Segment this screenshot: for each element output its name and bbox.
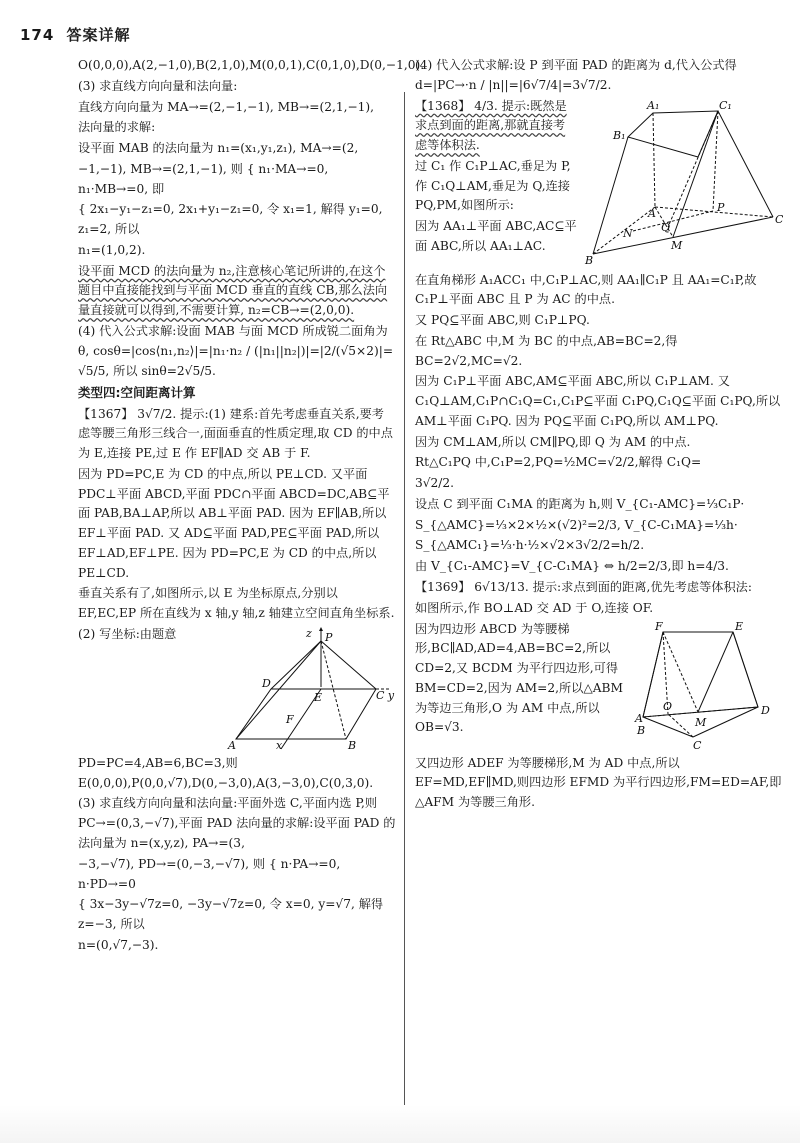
figure-label: C: [693, 738, 702, 752]
text-line: 直线方向向量为 MA→=(2,−1,−1), MB→=(2,1,−1),: [78, 99, 375, 114]
text-line: 如图所示,作 BO⊥AD 交 AD 于 O,连接 OF.: [415, 600, 654, 615]
text-line: { 2x₁−y₁−z₁=0, 2x₁+y₁−z₁=0, 令 x₁=1, 解得 y₁=0, z₁=2, 所以: [78, 202, 383, 237]
figure-label: C₁: [719, 98, 732, 112]
text-line: √5/5, 所以 sinθ=2√5/5.: [78, 364, 216, 379]
figure-label: z: [306, 626, 312, 640]
figure-label: E: [735, 621, 744, 633]
figure-label: A: [648, 206, 656, 220]
text-line: 因为 AA₁⊥平面 ABC,AC⊆平面 ABC,所以 AA₁⊥AC.: [415, 219, 577, 253]
text-line: 由 V_{C₁-AMC}=V_{C-C₁MA} ⇔ h/2=2/3,即 h=4/3.: [415, 559, 729, 574]
text-line: (3) 求直线方向向量和法向量:: [78, 78, 238, 93]
text-line: 又四边形 ADEF 为等腰梯形,M 为 AD 中点,所以 EF=MD,EF∥MD,则四边形 EFMD 为平行四边形,FM=ED=AF,即△AFM 为等腰三角形.: [415, 755, 782, 810]
page-number: 174: [20, 26, 55, 44]
text-line: (3) 求直线方向向量和法向量:平面外选 C,平面内选 P,则 PC→=(0,3,−√7),平面 PAD 法向量的求解:设平面 PAD 的法向量为 n=(x,y,z), PA→=(3,: [78, 796, 396, 850]
figure-label: M: [695, 715, 707, 729]
figure-label: E: [314, 690, 323, 704]
text-line: (4) 代入公式求解:设面 MAB 与面 MCD 所成锐二面角为 θ, cosθ=|cos⟨n₁,n₂⟩|=|n₁·n₂ / (|n₁||n₂|)|=|2/(√5×2)|=: [78, 323, 394, 358]
problem-1369: 【1369】 6√13/13. 提示:求点到面的距离,优先考虑等体积法:: [415, 580, 752, 595]
text-line: n=(0,√7,−3).: [78, 937, 159, 952]
text-line: n₁=(1,0,2).: [78, 242, 146, 257]
text-line: 因为四边形 ABCD 为等腰梯形,BC∥AD,AD=4,AB=BC=2,所以 CD=2,又 BCDM 为平行四边形,可得 BM=CD=2,因为 AM=2,所以△ABM 为等边三角形,O 为 AM 中点,所以 OB=√3.: [415, 621, 623, 735]
text-line: 因为 PD=PC,E 为 CD 的中点,所以 PE⊥CD. 又平面 PDC⊥平面 ABCD,平面 PDC∩平面 ABCD=DC,AB⊆平面 PAB,BA⊥AP,所以 AB⊥平面 PAD. 因为 EF∥AB,所以 EF⊥平面 PAD. 又 AD⊆平面 PAD,PE⊆平面 PAD,所以 EF⊥AD,EF⊥PE. 因为 PD=PC,E 为 CD 的中点,所以 PE⊥CD.: [78, 466, 390, 580]
figure-label: M: [671, 238, 683, 252]
figure-label: O: [663, 699, 673, 713]
figure-label: x: [276, 738, 283, 752]
text-line: 因为 CM⊥AM,所以 CM∥PQ,即 Q 为 AM 的中点.: [415, 434, 691, 449]
text-line: 在直角梯形 A₁ACC₁ 中,C₁P⊥AC,则 AA₁∥C₁P 且 AA₁=C₁P,故 C₁P⊥平面 ABC 且 P 为 AC 的中点.: [415, 272, 757, 307]
text-line: 因为 C₁P⊥平面 ABC,AM⊆平面 ABC,所以 C₁P⊥AM. 又 C₁Q⊥AM,C₁P∩C₁Q=C₁,C₁P⊆平面 C₁PQ,C₁Q⊆平面 C₁PQ,所以 AM⊥平面 C₁PQ. 因为 PQ⊆平面 C₁PQ,所以 AM⊥PQ.: [415, 374, 781, 428]
text-line: 垂直关系有了,如图所示,以 E 为坐标原点,分别以 EF,EC,EP 所在直线为 x 轴,y 轴,z 轴建立空间直角坐标系.: [78, 586, 395, 621]
figure-label: B: [585, 253, 594, 267]
figure-label: D: [761, 703, 770, 717]
page-header: [20, 24, 131, 45]
text-line: −1,−1), MB→=(2,1,−1), 则 { n₁·MA→=0, n₁·MB→=0, 即: [78, 161, 329, 196]
text-line: 设点 C 到平面 C₁MA 的距离为 h,则 V_{C₁-AMC}=⅓C₁P·: [415, 496, 745, 511]
text-line: 3√2/2.: [415, 476, 455, 491]
text-line: S_{△AMC₁}=⅓·h·½×√2×3√2/2=h/2.: [415, 538, 645, 553]
figure-label: F: [286, 712, 294, 726]
figure-label: A₁: [647, 98, 660, 112]
text-line: (4) 代入公式求解:设 P 到平面 PAD 的距离为 d,代入公式得 d=|PC→·n / |n||=|6√7/4|=3√7/2.: [415, 58, 737, 92]
figure-label: B: [637, 723, 646, 737]
text-line: Rt△C₁PQ 中,C₁P=2,PQ=½MC=√2/2,解得 C₁Q=: [415, 455, 702, 470]
figure-label: C y: [376, 688, 395, 702]
figure-label: P: [325, 630, 333, 644]
figure-label: B: [348, 738, 357, 752]
left-column: [78, 56, 425, 957]
text-line: 法向量的求解:: [78, 120, 156, 135]
solid-figure: [633, 622, 783, 752]
figure-label: A: [635, 711, 643, 725]
right-column: [415, 56, 783, 814]
text-line: 设平面 MAB 的法向量为 n₁=(x₁,y₁,z₁), MA→=(2,: [78, 141, 359, 156]
page-heading: 答案详解: [66, 26, 131, 44]
page-bottom-margin: [0, 1105, 800, 1143]
figure-label: Q: [661, 220, 671, 234]
figure-label: C: [775, 212, 783, 226]
problem-1368: 【1368】 4/3. 提示:既然是求点到面的距离,那就直接考虑等体积法.: [415, 98, 567, 153]
section-heading: 类型四:空间距离计算: [78, 385, 196, 401]
text-line: 在 Rt△ABC 中,M 为 BC 的中点,AB=BC=2,得 BC=2√2,MC=√2.: [415, 333, 678, 368]
problem-1367: 【1367】 3√7/2. 提示:(1) 建系:首先考虑垂直关系,要考虑等腰三角形三线合一,面面垂直的性质定理,取 CD 的中点为 E,连接 PE,过 E 作 EF∥AD 交 AB 于 F.: [78, 406, 393, 461]
figure-label: F: [655, 621, 663, 633]
text-line: 又 PQ⊆平面 ABC,则 C₁P⊥PQ.: [415, 313, 590, 328]
pyramid-figure: [226, 627, 396, 752]
figure-label: P: [717, 200, 725, 214]
column-divider: [404, 92, 405, 1122]
text-line: 过 C₁ 作 C₁P⊥AC,垂足为 P,作 C₁Q⊥AM,垂足为 Q,连接 PQ,PM,如图所示:: [415, 158, 571, 213]
prism-figure: [583, 99, 783, 269]
figure-label: A: [228, 738, 236, 752]
text-line: O(0,0,0),A(2,−1,0),B(2,1,0),M(0,0,1),C(0,1,0),D(0,−1,0).: [78, 58, 425, 72]
figure-label: B₁: [613, 128, 626, 142]
text-line: (2) 写坐标:由题意 PD=PC=4,AB=6,BC=3,则 E(0,0,0),P(0,0,√7),D(0,−3,0),A(3,−3,0),C(0,3,0).: [78, 626, 374, 790]
figure-label: D: [262, 676, 271, 690]
text-line: S_{△AMC}=⅓×2×½×(√2)²=2/3, V_{C-C₁MA}=⅓h·: [415, 517, 738, 532]
text-line: 设平面 MCD 的法向量为 n₂,注意核心笔记所讲的,在这个题目中直接能找到与平面 MCD 垂直的直线 CB,那么法向量直接就可以得到,不需要计算, n₂=CB→=(2,0,0).: [78, 263, 388, 318]
figure-label: N: [623, 226, 633, 240]
text-line: { 3x−3y−√7z=0, −3y−√7z=0, 令 x=0, y=√7, 解得 z=−3, 所以: [78, 897, 384, 932]
text-line: −3,−√7), PD→=(0,−3,−√7), 则 { n·PA→=0, n·PD→=0: [78, 856, 341, 891]
